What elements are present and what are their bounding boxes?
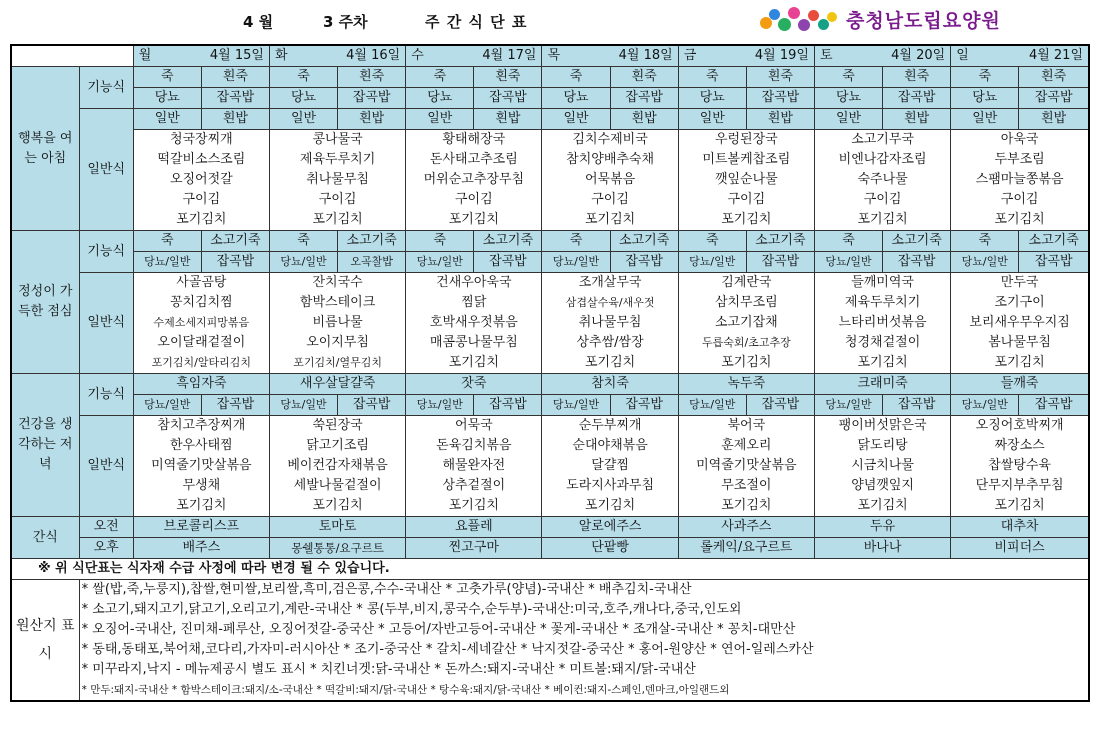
menu-item: 순대야채볶음 [572, 438, 648, 453]
menu-item: 제육두루치기 [844, 295, 921, 310]
func-item: 당뇨 [269, 88, 337, 109]
func-item: 흰죽 [474, 67, 542, 88]
menu-item: 포기김치 [584, 212, 636, 227]
month-label: 4 월 [243, 13, 274, 31]
origin-list [79, 580, 1089, 702]
day-name: 일 [956, 48, 969, 63]
func-item: 오곡찰밥 [338, 252, 406, 273]
func-item: 소고기죽 [1019, 231, 1089, 252]
func-item: 당뇨 [133, 88, 201, 109]
meal-list [133, 273, 269, 374]
menu-item: 김계란국 [721, 275, 772, 290]
menu-item: 찹쌀탕수육 [988, 458, 1051, 473]
menu-item: 수제소세지피망볶음 [153, 316, 250, 329]
menu-item: 우렁된장국 [714, 132, 778, 147]
func-item: 당뇨/일반 [678, 252, 746, 273]
origin-line: * 오징어-국내산, 진미채-페루산, 오징어젓갈-중국산 * 고등어/자반고등어-국내산 * 꽃게-국내산 * 조개살-국내산 * 꽁치-대만산 [81, 622, 796, 637]
day-header [678, 45, 814, 67]
menu-item: 소고기무국 [851, 132, 914, 147]
lunch-row [11, 252, 1089, 273]
func-item: 죽 [678, 67, 746, 88]
func-item: 흰죽 [201, 67, 269, 88]
meal-list [951, 273, 1089, 374]
func-item: 잡곡밥 [883, 88, 951, 109]
func-item: 흑임자죽 [133, 374, 269, 395]
menu-item: 도라지사과무침 [566, 478, 655, 493]
menu-item: 어묵볶음 [584, 172, 636, 187]
menu-item: 오이달래겉절이 [157, 335, 246, 350]
menu-item: 꽁치김치찜 [169, 295, 233, 310]
func-item: 흰죽 [610, 67, 678, 88]
menu-item: 닭고기조림 [306, 438, 369, 453]
func-item: 죽 [542, 67, 610, 88]
menu-item: 포기김치 [994, 498, 1045, 513]
header-corner [11, 45, 133, 67]
func-item: 당뇨 [678, 88, 746, 109]
rice-item: 흰밥 [746, 109, 814, 130]
meal-list [269, 130, 405, 231]
func-item: 잣죽 [406, 374, 542, 395]
origin-line: * 쌀(밥,죽,누룽지),찹쌀,현미쌀,보리쌀,흑미,검은콩,수수-국내산 * 고춧가루(양념)-국내산 * 배추김치-국내산 [81, 582, 692, 597]
func-item: 잡곡밥 [201, 395, 269, 416]
func-item: 죽 [406, 231, 474, 252]
day-name: 월 [138, 48, 152, 63]
menu-item: 제육두루치기 [299, 152, 376, 167]
day-header [951, 45, 1089, 67]
menu-item: 콩나물국 [312, 132, 363, 147]
meal-list [678, 130, 814, 231]
meal-list [814, 273, 950, 374]
day-date: 4월 15일 [209, 48, 264, 63]
menu-item: 포기김치 [312, 212, 363, 227]
day-header [406, 45, 542, 67]
meal-list [406, 273, 542, 374]
rice-item: 흰밥 [474, 109, 542, 130]
origin-line: * 만두:돼지-국내산 * 함박스테이크:돼지/소-국내산 * 떡갈비:돼지/닭-국내산 * 탕수육:돼지/닭-국내산 * 베이컨:돼지-스페인,덴마크,아일랜드외 [81, 684, 730, 696]
menu-item: 해물완자전 [442, 458, 506, 473]
type-label: 일반식 [79, 109, 133, 231]
meal-list [678, 273, 814, 374]
func-item: 당뇨/일반 [406, 252, 474, 273]
func-item: 죽 [133, 67, 201, 88]
func-item: 잡곡밥 [201, 252, 269, 273]
rice-item: 흰밥 [338, 109, 406, 130]
meal-list [951, 130, 1089, 231]
func-item: 잡곡밥 [1019, 252, 1089, 273]
meal-list [678, 416, 814, 517]
menu-item: 세발나물겉절이 [293, 478, 382, 493]
meal-list [542, 273, 678, 374]
day-header-row [11, 45, 1089, 67]
day-date: 4월 16일 [346, 48, 401, 63]
menu-item: 오징어젓갈 [169, 172, 233, 187]
day-header [133, 45, 269, 67]
page-header [0, 0, 1102, 44]
type-label: 일반식 [79, 273, 133, 374]
func-item: 당뇨/일반 [951, 395, 1019, 416]
snack-item: 몽쉘통통/요구르트 [269, 538, 405, 559]
menu-item: 구이김 [1000, 192, 1039, 207]
snack-row [11, 517, 1089, 538]
rice-item: 흰밥 [1019, 109, 1089, 130]
func-item: 당뇨 [406, 88, 474, 109]
rice-item: 흰밥 [201, 109, 269, 130]
menu-item: 닭도리탕 [857, 438, 908, 453]
func-item: 죽 [814, 231, 882, 252]
dinner-row [11, 374, 1089, 395]
menu-item: 들깨미역국 [851, 275, 914, 290]
origin-label: 원산지 표시 [11, 580, 79, 702]
snack-item: 브로콜리스프 [133, 517, 269, 538]
menu-item: 미역줄기맛살볶음 [696, 458, 797, 473]
menu-item: 청경채겉절이 [844, 335, 921, 350]
func-item: 잡곡밥 [610, 88, 678, 109]
day-name: 수 [411, 48, 424, 63]
menu-item: 포기김치 [721, 355, 772, 370]
day-date: 4월 20일 [891, 48, 946, 63]
menu-item: 포기김치 [448, 212, 499, 227]
func-item: 녹두죽 [678, 374, 814, 395]
menu-item: 포기김치 [448, 355, 499, 370]
menu-item: 포기김치 [176, 498, 227, 513]
menu-item: 포기김치 [994, 212, 1045, 227]
func-item: 잡곡밥 [746, 252, 814, 273]
breakfast-row [11, 88, 1089, 109]
menu-item: 미트볼케찹조림 [702, 152, 791, 167]
func-item: 소고기죽 [338, 231, 406, 252]
func-item: 당뇨/일반 [814, 252, 882, 273]
func-item: 당뇨/일반 [951, 252, 1019, 273]
snack-item: 토마토 [269, 517, 405, 538]
menu-item: 깻잎순나물 [714, 172, 778, 187]
menu-item: 삼치무조림 [714, 295, 778, 310]
day-date: 4월 17일 [482, 48, 537, 63]
func-item: 크래미죽 [814, 374, 950, 395]
type-label: 기능식 [79, 231, 133, 273]
snack-row [11, 538, 1089, 559]
func-item: 잡곡밥 [338, 88, 406, 109]
func-item: 당뇨/일반 [814, 395, 882, 416]
func-item: 당뇨/일반 [406, 395, 474, 416]
snack-item: 비피더스 [951, 538, 1089, 559]
snack-item: 두유 [814, 517, 950, 538]
rice-item: 일반 [814, 109, 882, 130]
meal-list [814, 130, 950, 231]
menu-item: 오징어호박찌개 [975, 418, 1064, 433]
menu-item: 포기김치/열무김치 [293, 356, 382, 369]
snack-item: 단팥빵 [542, 538, 678, 559]
func-item: 죽 [814, 67, 882, 88]
func-item: 잡곡밥 [883, 252, 951, 273]
snack-item: 롤케익/요구르트 [678, 538, 814, 559]
rice-item: 일반 [406, 109, 474, 130]
menu-item: 참치양배추숙채 [566, 152, 655, 167]
func-item: 소고기죽 [883, 231, 951, 252]
day-name: 목 [547, 48, 561, 63]
func-item: 소고기죽 [746, 231, 814, 252]
menu-item: 포기김치 [994, 355, 1045, 370]
rice-item: 일반 [678, 109, 746, 130]
func-item: 소고기죽 [201, 231, 269, 252]
day-header [542, 45, 678, 67]
type-label: 기능식 [79, 67, 133, 109]
menu-item: 스팸마늘쫑볶음 [975, 172, 1064, 187]
menu-item: 포기김치 [448, 498, 499, 513]
menu-item: 북어국 [727, 418, 766, 433]
day-name: 금 [683, 48, 697, 63]
menu-item: 포기김치 [584, 355, 636, 370]
meal-list [406, 416, 542, 517]
func-item: 당뇨/일반 [542, 395, 610, 416]
func-item: 잡곡밥 [610, 252, 678, 273]
rice-item: 흰밥 [883, 109, 951, 130]
func-item: 소고기죽 [610, 231, 678, 252]
menu-item: 포기김치/알타리김치 [151, 356, 252, 369]
menu-item: 잔치국수 [312, 275, 363, 290]
type-label: 오전 [79, 517, 133, 538]
func-item: 잡곡밥 [1019, 88, 1089, 109]
func-item: 잡곡밥 [610, 395, 678, 416]
menu-item: 숙주나물 [857, 172, 908, 187]
meal-label-breakfast: 행복을 여는 아침 [11, 67, 79, 231]
menu-item: 한우사태찜 [169, 438, 233, 453]
menu-item: 상추겉절이 [442, 478, 506, 493]
menu-item: 사골곰탕 [176, 275, 227, 290]
rice-item: 일반 [133, 109, 201, 130]
func-item: 잡곡밥 [201, 88, 269, 109]
menu-item: 무생채 [182, 478, 221, 493]
func-item: 잡곡밥 [1019, 395, 1089, 416]
note-row [11, 559, 1089, 580]
menu-item: 건새우아욱국 [436, 275, 512, 290]
menu-item: 포기김치 [176, 212, 227, 227]
func-item: 잡곡밥 [746, 88, 814, 109]
func-item: 죽 [951, 231, 1019, 252]
meal-list [133, 130, 269, 231]
menu-item: 보리새우무우지짐 [969, 315, 1070, 330]
snack-item: 배주스 [133, 538, 269, 559]
menu-item: 구이김 [318, 192, 357, 207]
func-item: 죽 [133, 231, 201, 252]
func-item: 죽 [269, 67, 337, 88]
menu-item: 쑥된장국 [312, 418, 363, 433]
menu-item: 매콤콩나물무침 [429, 335, 518, 350]
func-item: 잡곡밥 [746, 395, 814, 416]
breakfast-row [11, 109, 1089, 130]
menu-item: 상추쌈/쌈장 [576, 335, 644, 350]
snack-item: 대추차 [951, 517, 1089, 538]
func-item: 당뇨/일반 [133, 252, 201, 273]
func-item: 죽 [406, 67, 474, 88]
func-item: 당뇨 [542, 88, 610, 109]
menu-item: 돈육김치볶음 [436, 438, 512, 453]
meal-label-lunch: 정성이 가득한 점심 [11, 231, 79, 374]
menu-item: 김치수제비국 [572, 132, 648, 147]
menu-item: 포기김치 [857, 212, 908, 227]
menu-item: 조개살무국 [578, 275, 642, 290]
menu-item: 짜장소스 [994, 438, 1045, 453]
snack-item: 사과주스 [678, 517, 814, 538]
func-item: 잡곡밥 [474, 395, 542, 416]
func-item: 들깨죽 [951, 374, 1089, 395]
type-label: 오후 [79, 538, 133, 559]
func-item: 죽 [951, 67, 1019, 88]
menu-item: 두부조림 [994, 152, 1045, 167]
logo [760, 6, 1001, 33]
menu-item: 달걀찜 [591, 458, 629, 473]
menu-item: 순두부찌개 [578, 418, 642, 433]
meal-list [269, 416, 405, 517]
page-title: 주 간 식 단 표 [425, 13, 528, 31]
menu-item: 아욱국 [1000, 132, 1039, 147]
menu-item: 포기김치 [584, 498, 636, 513]
snack-item: 찐고구마 [406, 538, 542, 559]
menu-item: 포기김치 [312, 498, 363, 513]
func-item: 잡곡밥 [883, 395, 951, 416]
func-item: 흰죽 [746, 67, 814, 88]
lunch-row [11, 231, 1089, 252]
func-item: 죽 [542, 231, 610, 252]
menu-item: 청국장찌개 [169, 132, 233, 147]
menu-item: 비름나물 [312, 315, 363, 330]
menu-item: 구이김 [182, 192, 221, 207]
menu-item: 두릅숙회/초고추장 [701, 336, 791, 349]
day-date: 4월 18일 [618, 48, 673, 63]
meal-label-snack: 간식 [11, 517, 79, 559]
flower-logo-icon [760, 7, 840, 33]
day-header [814, 45, 950, 67]
day-header [269, 45, 405, 67]
func-item: 당뇨/일반 [678, 395, 746, 416]
menu-item: 훈제오리 [721, 438, 772, 453]
func-item: 잡곡밥 [474, 88, 542, 109]
menu-item: 단무지부추무침 [975, 478, 1064, 493]
menu-item: 시금치나물 [851, 458, 914, 473]
menu-item: 참치고추장찌개 [157, 418, 246, 433]
func-item: 당뇨/일반 [542, 252, 610, 273]
snack-item: 알로에주스 [542, 517, 678, 538]
logo-text: 충청남도립요양원 [846, 10, 1001, 32]
snack-item: 요플레 [406, 517, 542, 538]
menu-item: 포기김치 [721, 212, 772, 227]
func-item: 당뇨/일반 [269, 395, 337, 416]
menu-item: 팽이버섯맑은국 [838, 418, 927, 433]
func-item: 잡곡밥 [474, 252, 542, 273]
menu-item: 조기구이 [994, 295, 1045, 310]
meal-label-dinner: 건강을 생각하는 저녁 [11, 374, 79, 517]
func-item: 흰죽 [338, 67, 406, 88]
type-label: 기능식 [79, 374, 133, 416]
menu-item: 돈사태고추조림 [429, 152, 518, 167]
menu-item: 어묵국 [455, 418, 493, 433]
menu-item: 구이김 [727, 192, 766, 207]
func-item: 새우살달걀죽 [269, 374, 405, 395]
menu-item: 포기김치 [721, 498, 772, 513]
func-item: 참치죽 [542, 374, 678, 395]
func-item: 잡곡밥 [338, 395, 406, 416]
menu-item: 구이김 [591, 192, 629, 207]
origin-line: * 동태,동태포,북어채,코다리,가자미-러시아산 * 조기-중국산 * 갈치-세네갈산 * 낙지젓갈-중국산 * 홍어-원양산 * 연어-일레스카산 [81, 642, 814, 657]
func-item: 흰죽 [1019, 67, 1089, 88]
menu-item: 오이지무침 [306, 335, 369, 350]
menu-item: 베이컨감자채볶음 [287, 458, 388, 473]
menu-item: 떡갈비소스조림 [157, 152, 246, 167]
menu-item: 느타리버섯볶음 [838, 315, 927, 330]
func-item: 소고기죽 [474, 231, 542, 252]
rice-item: 흰밥 [610, 109, 678, 130]
origin-row [11, 580, 1089, 702]
day-date: 4월 21일 [1028, 48, 1083, 63]
weekly-menu-table [10, 44, 1090, 702]
menu-item: 구이김 [863, 192, 902, 207]
func-item: 흰죽 [883, 67, 951, 88]
menu-item: 취나물무침 [578, 315, 642, 330]
meal-list [542, 130, 678, 231]
week-label: 3 주차 [323, 13, 368, 31]
func-item: 죽 [678, 231, 746, 252]
meal-list [951, 416, 1089, 517]
menu-item: 취나물무침 [306, 172, 369, 187]
rice-item: 일반 [542, 109, 610, 130]
menu-item: 만두국 [1000, 275, 1039, 290]
origin-line: * 소고기,돼지고기,닭고기,오리고기,계란-국내산 * 콩(두부,비지,콩국수,순두부)-국내산:미국,호주,캐나다,중국,인도외 [81, 602, 742, 617]
meal-list [269, 273, 405, 374]
rice-item: 일반 [269, 109, 337, 130]
day-name: 토 [819, 48, 833, 63]
func-item: 당뇨/일반 [133, 395, 201, 416]
meal-list [542, 416, 678, 517]
day-date: 4월 19일 [754, 48, 809, 63]
menu-item: 비엔나감자조림 [838, 152, 927, 167]
rice-item: 일반 [951, 109, 1019, 130]
menu-item: 봄나물무침 [988, 335, 1051, 350]
menu-item: 무조절이 [721, 478, 772, 493]
breakfast-row [11, 67, 1089, 88]
meal-list [133, 416, 269, 517]
menu-item: 포기김치 [857, 498, 908, 513]
day-name: 화 [274, 48, 288, 63]
meal-list [406, 130, 542, 231]
origin-line: * 미꾸라지,낙지 - 메뉴제공시 별도 표시 * 치킨너겟:닭-국내산 * 돈까스:돼지-국내산 * 미트볼:돼지/닭-국내산 [81, 662, 696, 677]
menu-item: 찜닭 [461, 295, 487, 310]
menu-item: 머위순고추장무침 [423, 172, 525, 187]
func-item: 당뇨/일반 [269, 252, 337, 273]
func-item: 당뇨 [814, 88, 882, 109]
menu-item: 양념깻잎지 [851, 478, 914, 493]
dinner-row [11, 395, 1089, 416]
menu-item: 삼겹살수육/새우젓 [565, 296, 655, 309]
menu-item: 포기김치 [857, 355, 908, 370]
menu-notice: ※ 위 식단표는 식자재 수급 사정에 따라 변경 될 수 있습니다. [11, 559, 1089, 580]
func-item: 죽 [269, 231, 337, 252]
menu-item: 구이김 [455, 192, 493, 207]
meal-list [814, 416, 950, 517]
menu-item: 호박새우젓볶음 [429, 315, 518, 330]
menu-item: 소고기잡채 [714, 315, 778, 330]
menu-item: 함박스테이크 [299, 295, 376, 310]
type-label: 일반식 [79, 416, 133, 517]
menu-item: 미역줄기맛살볶음 [151, 458, 252, 473]
func-item: 당뇨 [951, 88, 1019, 109]
menu-item: 황태해장국 [442, 132, 506, 147]
snack-item: 바나나 [814, 538, 950, 559]
